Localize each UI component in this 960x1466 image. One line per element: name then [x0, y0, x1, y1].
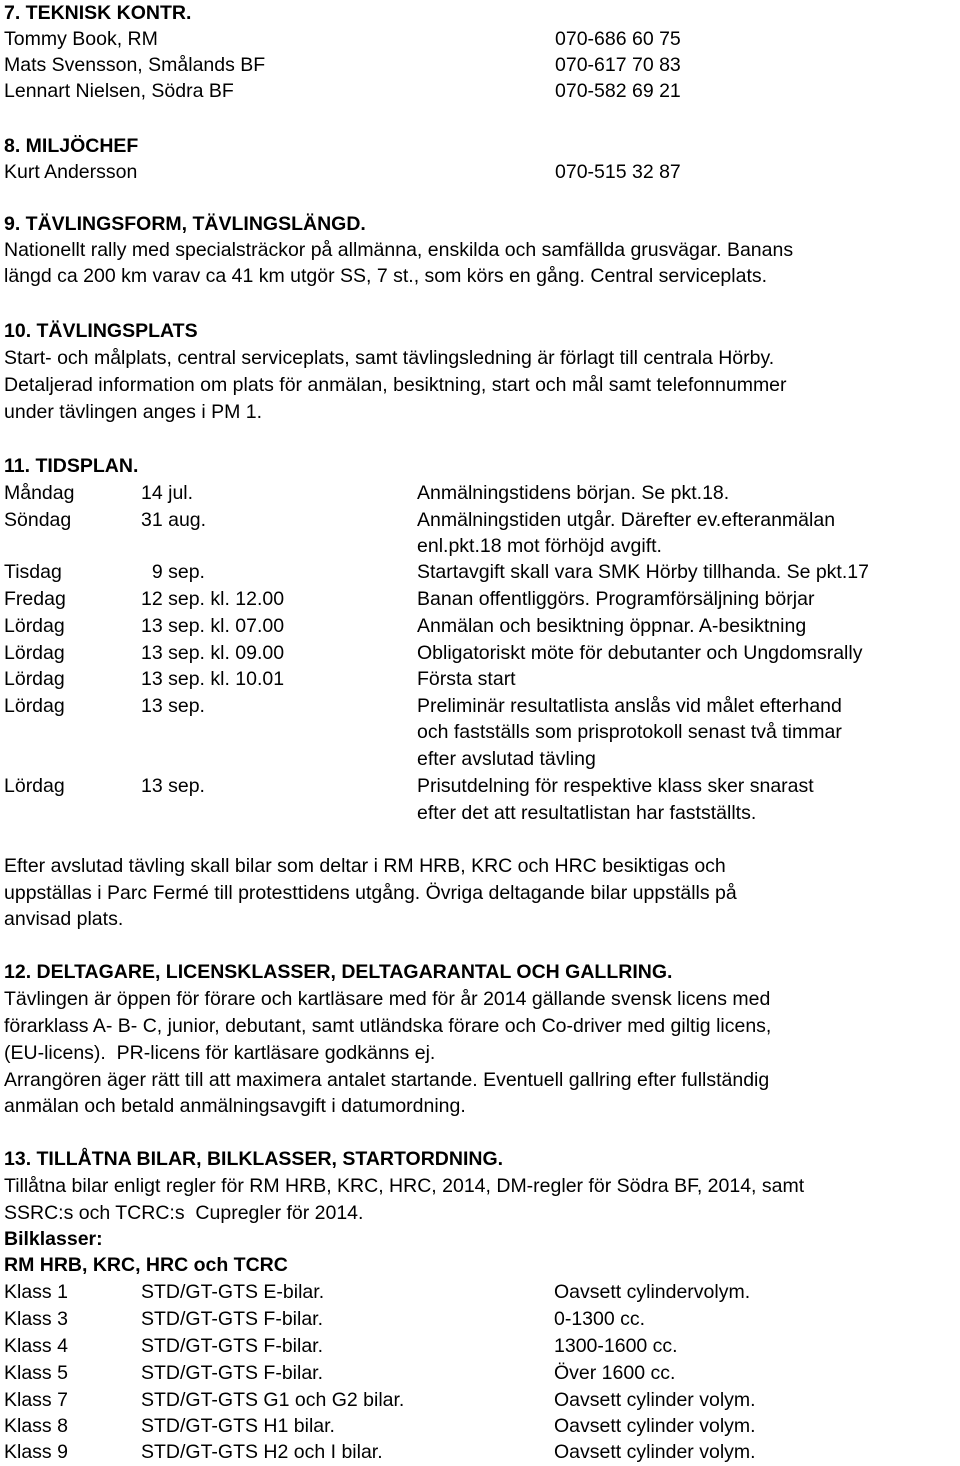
paragraph-line: anvisad plats. — [4, 908, 124, 930]
class-volume: Oavsett cylindervolym. — [554, 1281, 751, 1303]
class-volume: Oavsett cylinder volym. — [554, 1441, 756, 1463]
section-12-heading: 12. DELTAGARE, LICENSKLASSER, DELTAGARANTAL OCH GALLRING. — [4, 961, 673, 983]
schedule-date: 13 sep. kl. 09.00 — [141, 642, 285, 664]
contact-phone: 070-515 32 87 — [555, 161, 681, 183]
schedule-desc: Första start — [417, 668, 516, 690]
contact-name: Mats Svensson, Smålands BF — [4, 54, 266, 76]
schedule-date: 13 sep. kl. 07.00 — [141, 615, 285, 637]
paragraph-line: Arrangören äger rätt till att maximera antalet startande. Eventuell gallring efter fullständig — [4, 1069, 770, 1091]
contact-name: Lennart Nielsen, Södra BF — [4, 80, 234, 102]
schedule-day: Lördag — [4, 775, 65, 797]
schedule-desc: Anmälningstidens början. Se pkt.18. — [417, 482, 730, 504]
schedule-day: Lördag — [4, 642, 65, 664]
schedule-desc: efter det att resultatlistan har fastställts. — [417, 802, 757, 824]
schedule-day: Lördag — [4, 668, 65, 690]
class-number: Klass 9 — [4, 1441, 68, 1463]
class-volume: Oavsett cylinder volym. — [554, 1415, 756, 1437]
bilklasser-heading: Bilklasser: — [4, 1228, 103, 1250]
class-number: Klass 3 — [4, 1308, 68, 1330]
section-13-heading: 13. TILLÅTNA BILAR, BILKLASSER, STARTORDNING. — [4, 1148, 504, 1170]
schedule-date: 13 sep. — [141, 775, 205, 797]
schedule-desc: Anmälan och besiktning öppnar. A-besiktning — [417, 615, 807, 637]
schedule-desc: Anmälningstiden utgår. Därefter ev.efteranmälan — [417, 509, 836, 531]
class-group-heading: RM HRB, KRC, HRC och TCRC — [4, 1254, 288, 1276]
schedule-desc: efter avslutad tävling — [417, 748, 596, 770]
schedule-day: Söndag — [4, 509, 72, 531]
class-type: STD/GT-GTS H1 bilar. — [141, 1415, 335, 1437]
paragraph-line: Tävlingen är öppen för förare och kartläsare med för år 2014 gällande svensk licens med — [4, 988, 771, 1010]
section-8-heading: 8. MILJÖCHEF — [4, 135, 139, 157]
paragraph-line: Detaljerad information om plats för anmälan, besiktning, start och mål samt telefonnummer — [4, 374, 787, 396]
class-volume: 0-1300 cc. — [554, 1308, 646, 1330]
class-type: STD/GT-GTS E-bilar. — [141, 1281, 325, 1303]
class-volume: Oavsett cylinder volym. — [554, 1389, 756, 1411]
schedule-desc: Preliminär resultatlista anslås vid målet efterhand — [417, 695, 842, 717]
schedule-desc: Banan offentliggörs. Programförsäljning börjar — [417, 588, 815, 610]
schedule-date: 12 sep. kl. 12.00 — [141, 588, 285, 610]
paragraph-line: anmälan och betald anmälningsavgift i datumordning. — [4, 1095, 466, 1117]
section-11-heading: 11. TIDSPLAN. — [4, 455, 139, 477]
class-type: STD/GT-GTS F-bilar. — [141, 1308, 324, 1330]
schedule-date: 13 sep. — [141, 695, 205, 717]
schedule-desc: och fastställs som prisprotokoll senast två timmar — [417, 721, 842, 743]
paragraph-line: Efter avslutad tävling skall bilar som deltar i RM HRB, KRC och HRC besiktigas och — [4, 855, 726, 877]
class-volume: Över 1600 cc. — [554, 1362, 676, 1384]
class-number: Klass 7 — [4, 1389, 68, 1411]
contact-name: Tommy Book, RM — [4, 28, 158, 50]
paragraph-line: Nationellt rally med specialsträckor på allmänna, enskilda och samfällda grusvägar. Banans — [4, 239, 794, 261]
class-type: STD/GT-GTS F-bilar. — [141, 1362, 324, 1384]
class-number: Klass 1 — [4, 1281, 68, 1303]
schedule-date: 14 jul. — [141, 482, 194, 504]
class-type: STD/GT-GTS G1 och G2 bilar. — [141, 1389, 405, 1411]
schedule-date: 13 sep. kl. 10.01 — [141, 668, 285, 690]
schedule-day: Lördag — [4, 615, 65, 637]
class-volume: 1300-1600 cc. — [554, 1335, 678, 1357]
schedule-desc: Prisutdelning för respektive klass sker snarast — [417, 775, 814, 797]
schedule-day: Tisdag — [4, 561, 62, 583]
paragraph-line: Tillåtna bilar enligt regler för RM HRB, KRC, HRC, 2014, DM-regler för Södra BF, 2014, samt — [4, 1175, 805, 1197]
paragraph-line: längd ca 200 km varav ca 41 km utgör SS, 7 st., som körs en gång. Central serviceplats. — [4, 265, 768, 287]
contact-phone: 070-686 60 75 — [555, 28, 681, 50]
paragraph-line: SSRC:s och TCRC:s Cupregler för 2014. — [4, 1202, 364, 1224]
paragraph-line: under tävlingen anges i PM 1. — [4, 401, 262, 423]
paragraph-line: uppställas i Parc Fermé till protesttidens utgång. Övriga deltagande bilar uppställs på — [4, 882, 737, 904]
contact-phone: 070-617 70 83 — [555, 54, 681, 76]
contact-name: Kurt Andersson — [4, 161, 138, 183]
class-type: STD/GT-GTS H2 och I bilar. — [141, 1441, 383, 1463]
schedule-date: 31 aug. — [141, 509, 207, 531]
section-10-heading: 10. TÄVLINGSPLATS — [4, 320, 198, 342]
paragraph-line: (EU-licens). PR-licens för kartläsare godkänns ej. — [4, 1042, 436, 1064]
section-7-heading: 7. TEKNISK KONTR. — [4, 2, 192, 24]
class-number: Klass 8 — [4, 1415, 68, 1437]
paragraph-line: Start- och målplats, central serviceplats, samt tävlingsledning är förlagt till centrala Hörby. — [4, 347, 775, 369]
schedule-day: Fredag — [4, 588, 66, 610]
class-number: Klass 5 — [4, 1362, 68, 1384]
class-type: STD/GT-GTS F-bilar. — [141, 1335, 324, 1357]
schedule-date: 9 sep. — [141, 561, 205, 583]
schedule-desc: Startavgift skall vara SMK Hörby tillhanda. Se pkt.17 — [417, 561, 869, 583]
schedule-desc: enl.pkt.18 mot förhöjd avgift. — [417, 535, 662, 557]
schedule-day: Lördag — [4, 695, 65, 717]
section-9-heading: 9. TÄVLINGSFORM, TÄVLINGSLÄNGD. — [4, 213, 366, 235]
schedule-day: Måndag — [4, 482, 75, 504]
contact-phone: 070-582 69 21 — [555, 80, 681, 102]
paragraph-line: förarklass A- B- C, junior, debutant, samt utländska förare och Co-driver med giltig licens, — [4, 1015, 772, 1037]
schedule-desc: Obligatoriskt möte för debutanter och Ungdomsrally — [417, 642, 863, 664]
class-number: Klass 4 — [4, 1335, 68, 1357]
